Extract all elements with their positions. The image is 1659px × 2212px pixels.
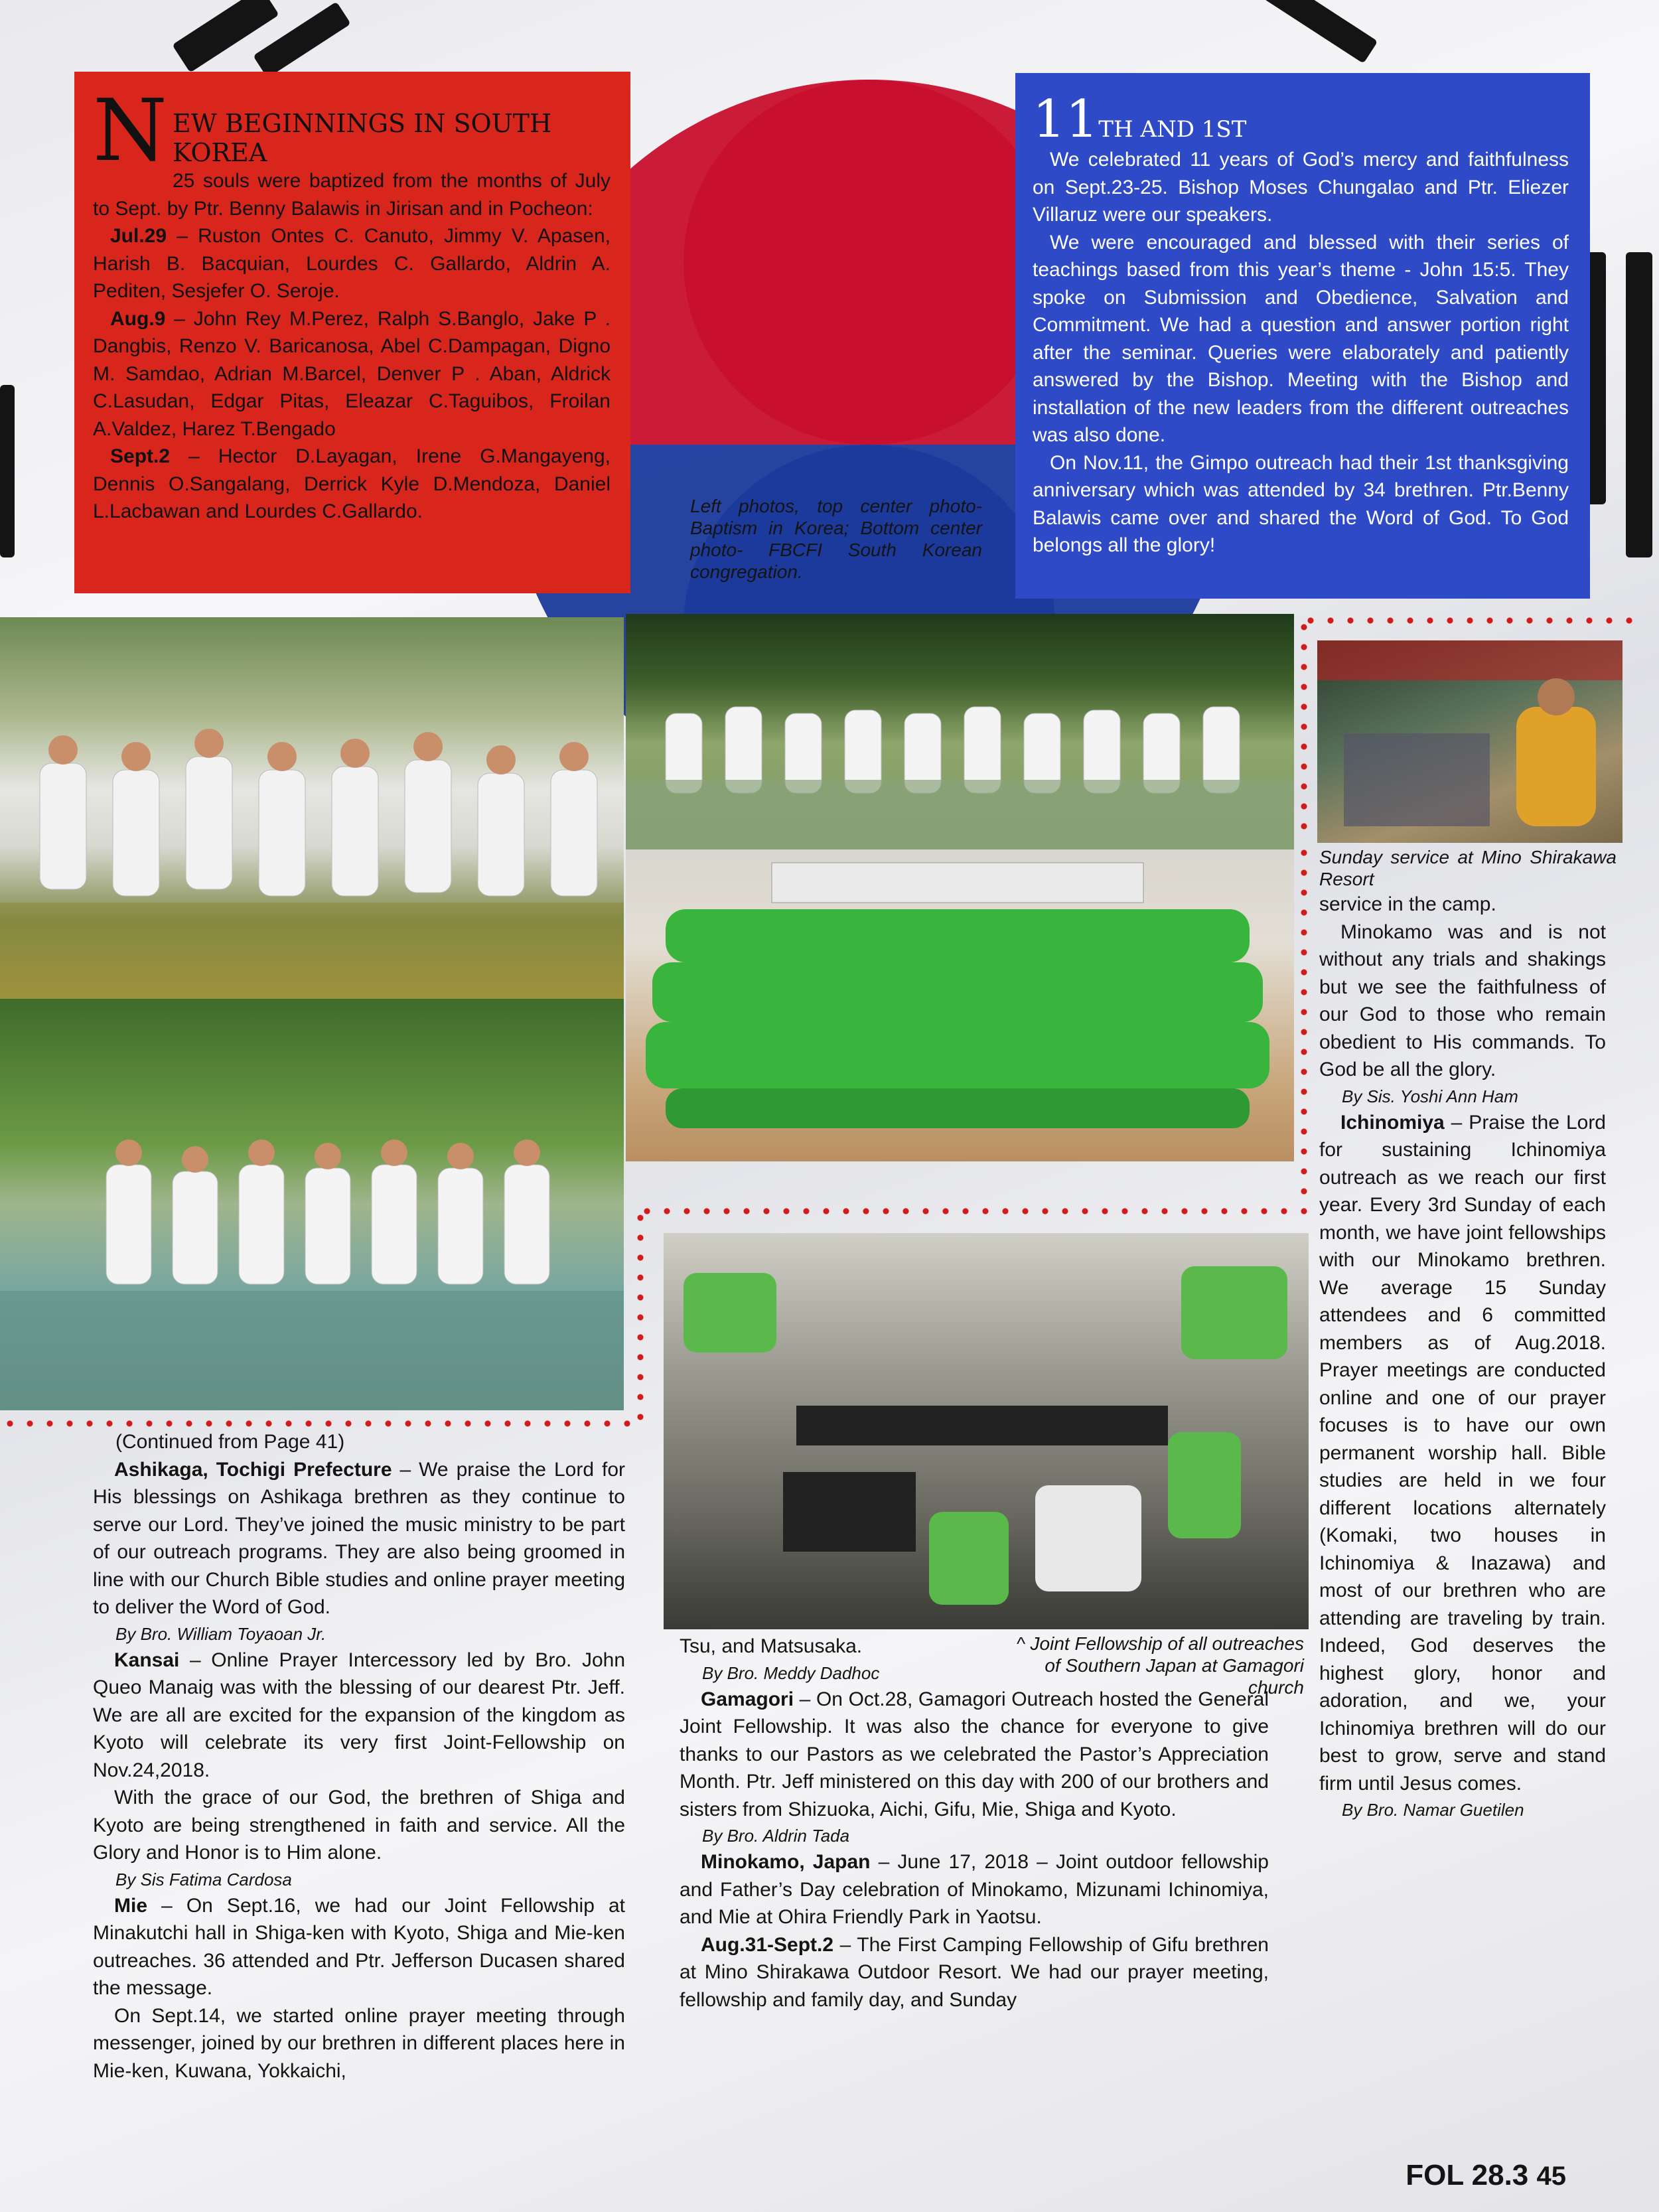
baptism-group-1 bbox=[0, 617, 624, 999]
byline: By Sis. Yoshi Ann Ham bbox=[1342, 1086, 1518, 1106]
article-gamagori bbox=[680, 1686, 1269, 1824]
flag-trigram bbox=[1263, 0, 1378, 64]
anniversary-paragraph: We were encouraged and blessed with their series of teachings based from this year’s theme - John 15:5. They spoke on Submission and Obedience, Salvation and Commitment. We had a question and answer portion right after the seminar. Queries were elaborately and patiently answered by the Bishop. Meeting with the Bishop and installation of the new leaders from the different outreaches was also done. bbox=[1033, 231, 1569, 446]
dotted-border bbox=[637, 1208, 644, 1420]
group-names: – John Rey M.Perez, Ralph S.Banglo, Jake P . Dangbis, Renzo V. Baricanosa, Abel C.Dampagan, Digno M. Samdao, Adrian M.Barcel, Denver P . Aban, Aldrick C.Lasudan, Edgar Pitas, Eleazar C.Taguibos, Froilan A.Valdez, Harez T.Bengado bbox=[93, 307, 611, 440]
section-head: Gamagori bbox=[701, 1688, 794, 1710]
flag-trigram bbox=[0, 385, 15, 557]
page-footer bbox=[1406, 2159, 1566, 2192]
dropcap: N bbox=[93, 82, 167, 181]
section-body: – Online Prayer Intercessory led by Bro. John Queo Manaig was with the blessing of our dearest Ptr. Jeff. We are all are excited for the expansion of the kingdom as Kyoto will celebrate its very first Joint-Fellowship on Nov.24,2018. bbox=[93, 1649, 625, 1781]
article-camping bbox=[680, 1931, 1269, 2014]
korea-group bbox=[93, 443, 611, 526]
article-mie-cont: On Sept.14, we started online prayer meeting through messenger, joined by our brethren in different places here in Mie-ken, Kuwana, Yokkaichi, bbox=[93, 2004, 625, 2082]
baptism-group-2 bbox=[0, 999, 624, 1410]
headline-text: TH AND 1ST bbox=[1098, 116, 1247, 143]
byline: By Sis Fatima Cardosa bbox=[115, 1869, 292, 1889]
column-middle bbox=[680, 1633, 1269, 2014]
anniversary-article-box bbox=[1015, 73, 1590, 599]
article-ashikaga bbox=[93, 1456, 625, 1621]
dotted-border bbox=[1301, 617, 1632, 624]
section-head: Minokamo, Japan bbox=[701, 1851, 871, 1873]
section-head: Ichinomiya bbox=[1340, 1111, 1445, 1134]
photo-congregation-group bbox=[626, 849, 1294, 1161]
sunday-service-caption: Sunday service at Mino Shirakawa Resort bbox=[1319, 847, 1617, 889]
congregation-group bbox=[626, 849, 1294, 1161]
article-kansai bbox=[93, 1647, 625, 1785]
dotted-border bbox=[1301, 617, 1307, 843]
korea-group bbox=[93, 222, 611, 305]
anniversary-headline bbox=[1033, 90, 1569, 149]
photo-baptism-river-1 bbox=[0, 617, 624, 999]
anniversary-paragraph: On Nov.11, the Gimpo outreach had their 1st thanksgiving anniversary which was attended by 34 brethren. Ptr.Benny Balawis came over and shared the Word of God. To God belongs all the glory! bbox=[1033, 451, 1569, 556]
group-date: Jul.29 bbox=[110, 225, 167, 247]
dotted-border bbox=[0, 1420, 644, 1427]
issue-label: FOL 28.3 bbox=[1406, 2159, 1529, 2191]
article-mie bbox=[93, 1892, 625, 2002]
section-head: Ashikaga, Tochigi Prefecture bbox=[114, 1458, 392, 1481]
article-minokamo bbox=[680, 1848, 1269, 1931]
headline-number: 11 bbox=[1033, 90, 1099, 149]
photo-joint-fellowship-gamagori bbox=[664, 1233, 1309, 1629]
section-body: – On Oct.28, Gamagori Outreach hosted the General Joint Fellowship. It was also the chance for everyone to give thanks to our Pastors as we celebrated the Pastor’s Appreciation Month. Ptr. Jeff ministered on this day with 200 of our brothers and sisters from Shizuoka, Aichi, Gifu, Mie, Shiga and Kyoto. bbox=[680, 1688, 1269, 1820]
joint-fellowship-caption: ^ Joint Fellowship of all outreaches of Southern Japan at Gamagori church bbox=[1016, 1633, 1304, 1698]
column-left bbox=[93, 1428, 625, 2085]
section-body: – June 17, 2018 – Joint outdoor fellowship and Father’s Day celebration of Minokamo, Mizunami Ichinomiya, and Mie at Ohira Friendly Park in Yaotsu. bbox=[680, 1851, 1269, 1928]
korea-intro: 25 souls were baptized from the months of July to Sept. by Ptr. Benny Balawis in Jirisan and in Pocheon: bbox=[93, 170, 611, 220]
group-names: – Ruston Ontes C. Canuto, Jimmy V. Apasen, Harish B. Bacquian, Lourdes C. Gallardo, Aldrin A. Pediten, Sesjefer O. Seroje. bbox=[93, 225, 611, 302]
dotted-border bbox=[1301, 843, 1307, 1215]
baptism-group-3 bbox=[626, 614, 1294, 849]
korea-group bbox=[93, 305, 611, 443]
column-right bbox=[1319, 891, 1606, 1822]
byline: By Bro. William Toyaoan Jr. bbox=[115, 1623, 326, 1644]
fellowship-crowd bbox=[664, 1233, 1309, 1629]
group-date: Sept.2 bbox=[110, 445, 171, 467]
sunday-service-crowd bbox=[1317, 640, 1623, 843]
taeguk-red-swirl bbox=[684, 80, 1055, 445]
photo-baptism-water-center bbox=[626, 614, 1294, 849]
article-minokamo-reflection: Minokamo was and is not without any trials and shakings but we see the faithfulness of our God to those who remain obedient to His commands. To God be all the glory. bbox=[1319, 921, 1606, 1080]
byline: By Bro. Meddy Dadhoc bbox=[702, 1662, 880, 1683]
section-body: – We praise the Lord for His blessings on Ashikaga brethren as they continue to serve our Lord. They’ve joined the music ministry to be part of our outreach programs. They are also being groomed in line with our Church Bible studies and online prayer meeting to deliver the Word of God. bbox=[93, 1458, 625, 1618]
continued-note: (Continued from Page 41) bbox=[115, 1431, 345, 1453]
section-head: Kansai bbox=[114, 1649, 180, 1671]
section-head: Mie bbox=[114, 1894, 148, 1917]
korea-headline: EW BEGINNINGS IN SOUTH KOREA bbox=[173, 109, 552, 167]
byline: By Bro. Aldrin Tada bbox=[702, 1826, 850, 1846]
photo-sunday-service-mino bbox=[1317, 640, 1623, 843]
article-ichinomiya bbox=[1319, 1109, 1606, 1798]
section-body: – On Sept.16, we had our Joint Fellowship at Minakutchi hall in Shiga-ken with Kyoto, Shiga and Mie-ken outreaches. 36 attended and Ptr. Jefferson Ducasen shared the message. bbox=[93, 1894, 625, 1999]
section-head: Aug.31-Sept.2 bbox=[701, 1933, 834, 1956]
korea-photos-caption: Left photos, top center photo- Baptism in Korea; Bottom center photo- FBCFI South Korean congregation. bbox=[690, 496, 982, 582]
korea-article-box bbox=[74, 72, 630, 593]
continued-text: service in the camp. bbox=[1319, 893, 1496, 915]
group-date: Aug.9 bbox=[110, 307, 166, 330]
continued-text: Tsu, and Matsusaka. bbox=[680, 1635, 863, 1657]
dotted-border bbox=[637, 1208, 1301, 1215]
article-kansai-cont: With the grace of our God, the brethren of Shiga and Kyoto are being strengthened in faith and service. All the Glory and Honor is to Him alone. bbox=[93, 1787, 625, 1864]
group-names: – Hector D.Layagan, Irene G.Mangayeng, Dennis O.Sangalang, Derrick Kyle D.Mendoza, Daniel L.Lacbawan and Lourdes C.Gallardo. bbox=[93, 445, 611, 522]
section-body: – The First Camping Fellowship of Gifu brethren at Mino Shirakawa Outdoor Resort. We had our prayer meeting, fellowship and family day, and Sunday bbox=[680, 1933, 1269, 2011]
flag-trigram bbox=[1626, 252, 1652, 557]
anniversary-paragraph: We celebrated 11 years of God’s mercy and faithfulness on Sept.23-25. Bishop Moses Chungalao and Ptr. Eliezer Villaruz were our speakers. bbox=[1033, 149, 1569, 226]
byline: By Bro. Namar Guetilen bbox=[1342, 1800, 1524, 1820]
photo-baptism-river-2 bbox=[0, 999, 624, 1410]
page-number: 45 bbox=[1536, 2162, 1566, 2191]
section-body: – Praise the Lord for sustaining Ichinomiya outreach as we reach our first year. Every 3rd Sunday of each month, we have joint fellowships with our Minokamo brethren. We average 15 Sunday attendees and 6 committed members as of Aug.2018. Prayer meetings are conducted online and one of our prayer focuses is to have our own permanent worship hall. Bible studies are held in we four different locations alternately (Komaki, two houses in Ichinomiya & Inazawa) and most of our brethren who are attending are traveling by train. Indeed, God deserves the highest glory, honor and adoration, and we, your Ichinomiya brethren will do our best to grow, serve and stand firm until Jesus comes. bbox=[1319, 1111, 1606, 1795]
